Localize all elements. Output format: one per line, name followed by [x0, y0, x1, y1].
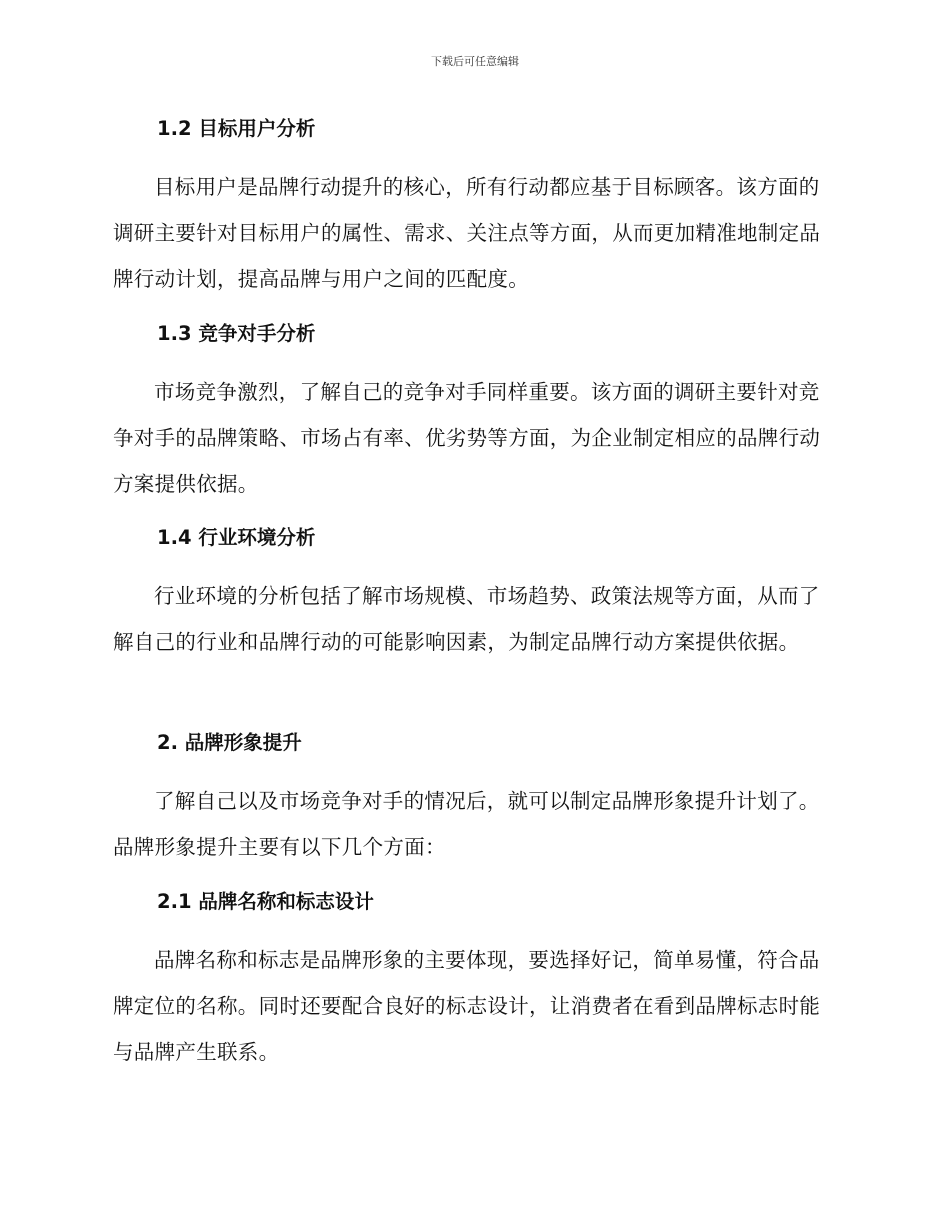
- section-body-brand-image: 了解自己以及市场竞争对手的情况后，就可以制定品牌形象提升计划了。品牌形象提升主要有以下几个方面：: [113, 789, 820, 859]
- section-body-target-users: 目标用户是品牌行动提升的核心，所有行动都应基于目标顾客。该方面的调研主要针对目标用户的属性、需求、关注点等方面，从而更加精准地制定品牌行动计划，提高品牌与用户之间的匹配度。: [113, 175, 821, 291]
- section-heading-competitors: 1.3 竞争对手分析: [157, 322, 316, 345]
- section-heading-brand-name-logo: 2.1 品牌名称和标志设计: [157, 890, 374, 913]
- section-heading-target-users: 1.2 目标用户分析: [157, 117, 316, 140]
- section-heading-brand-image: 2. 品牌形象提升: [157, 731, 302, 754]
- section-body-competitors: 市场竞争激烈，了解自己的竞争对手同样重要。该方面的调研主要针对竞争对手的品牌策略、市场占有率、优劣势等方面，为企业制定相应的品牌行动方案提供依据。: [113, 380, 821, 496]
- section-body-industry: 行业环境的分析包括了解市场规模、市场趋势、政策法规等方面，从而了解自己的行业和品牌行动的可能影响因素，为制定品牌行动方案提供依据。: [113, 584, 820, 654]
- section-heading-industry: 1.4 行业环境分析: [157, 526, 316, 549]
- page-header-note: 下载后可任意编辑: [431, 55, 519, 68]
- section-body-brand-name-logo: 品牌名称和标志是品牌形象的主要体现，要选择好记，简单易懂，符合品牌定位的名称。同时还要配合良好的标志设计，让消费者在看到品牌标志时能与品牌产生联系。: [113, 948, 821, 1064]
